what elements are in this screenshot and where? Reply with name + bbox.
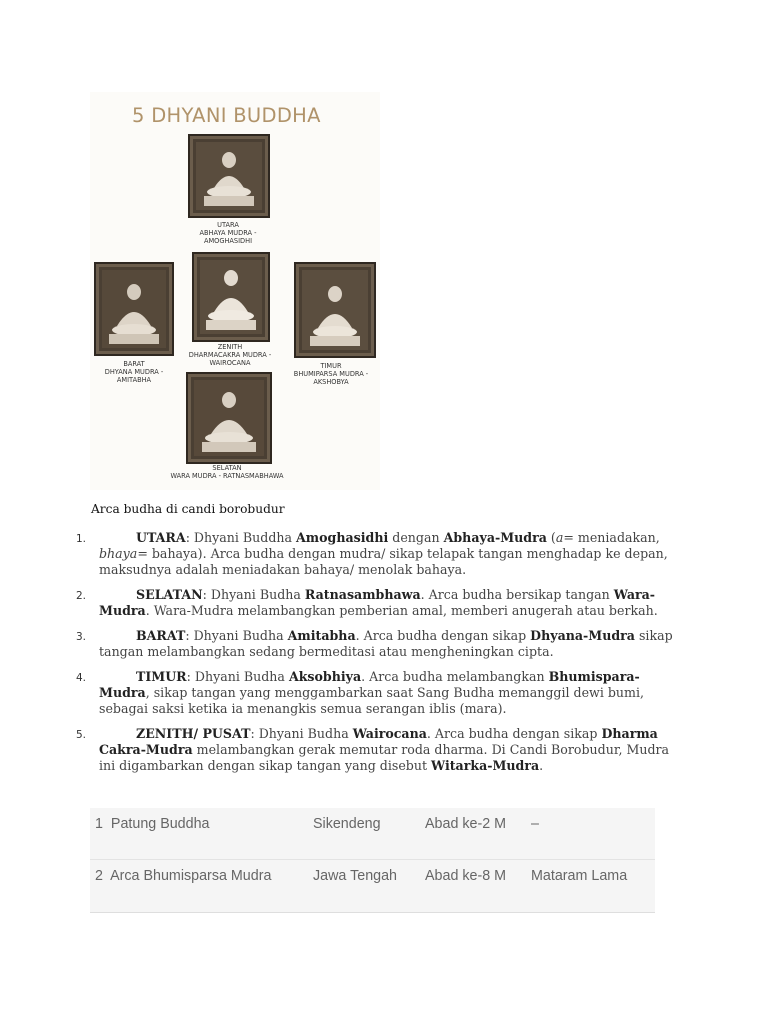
buddha-statue-icon	[194, 254, 268, 340]
buddha-statue-icon	[296, 264, 374, 356]
dhyani-buddha-figure	[90, 92, 380, 490]
list-item: 1. UTARA: Dhyani Buddha Amoghasidhi dengan Abhaya-Mudra (a= meniadakan, bhaya= bahaya). Arca budha dengan mudra/ sikap telapak tangan menghadap ke depan, maksudnya adalah meniadakan bahaya/ menolak bahaya.	[76, 530, 668, 578]
table-row	[90, 808, 655, 860]
table-cell-kingdom: –	[531, 808, 655, 860]
list-item: 4. TIMUR: Dhyani Budha Aksobhiya. Arca budha melambangkan Bhumispara-Mudra, sikap tangan yang menggambarkan saat Sang Budha memanggil dewi bumi, sebagai saksi ketika ia menangkis semua serangan iblis (mara).	[76, 668, 645, 717]
caption-north: UTARA ABHAYA MUDRA - AMOGHASIDHI	[199, 221, 257, 245]
caption-east: TIMUR BHUMIPARSA MUDRA - AKSHOBYA	[293, 362, 369, 386]
direction-label: UTARA	[136, 530, 186, 545]
statue-photo-zenith	[192, 252, 270, 342]
caption-west: BARAT DHYANA MUDRA - AMITABHA	[104, 360, 164, 384]
direction-label: SELATAN	[136, 587, 203, 603]
artifact-table	[90, 808, 655, 913]
statue-photo-north	[188, 134, 270, 218]
list-item: 5. ZENITH/ PUSAT: Dhyani Budha Wairocana. Arca budha dengan sikap Dharma Cakra-Mudra melambangkan gerak memutar roda dharma. Di Candi Borobudur, Mudra ini digambarkan dengan sikap tangan yang disebut Witarka-Mudra.	[76, 726, 670, 774]
direction-label: ZENITH/ PUSAT	[136, 726, 251, 742]
statue-photo-south	[186, 372, 272, 464]
caption-zenith: ZENITH DHARMACAKRA MUDRA - WAIROCANA	[188, 343, 272, 367]
buddha-statue-icon	[96, 264, 172, 354]
table-cell-era: Abad ke-2 M	[425, 808, 531, 860]
list-item: 3. BARAT: Dhyani Budha Amitabha. Arca budha dengan sikap Dhyana-Mudra sikap tangan melambangkan sedang bermeditasi atau mengheningkan cipta.	[76, 628, 673, 660]
statue-photo-east	[294, 262, 376, 358]
figure-title: 5 DHYANI BUDDHA	[132, 104, 321, 127]
buddha-statue-icon	[188, 374, 270, 462]
statue-photo-west	[94, 262, 174, 356]
dhyani-buddha-list	[76, 530, 676, 783]
table-cell-name: 2 Arca Bhumisparsa Mudra	[90, 860, 313, 913]
caption-south: SELATAN WARA MUDRA - RATNASMABHAWA	[170, 464, 284, 480]
table-cell-kingdom: Mataram Lama	[531, 860, 655, 913]
direction-label: TIMUR	[136, 668, 187, 684]
buddha-statue-icon	[190, 136, 268, 216]
table-cell-name: 1 Patung Buddha	[90, 808, 313, 860]
table-row	[90, 860, 655, 913]
table-cell-place: Sikendeng	[313, 808, 425, 860]
table-cell-era: Abad ke-8 M	[425, 860, 531, 913]
image-caption: Arca budha di candi borobudur	[91, 502, 285, 516]
list-item: 2. SELATAN: Dhyani Budha Ratnasambhawa. Arca budha bersikap tangan Wara-Mudra. Wara-Mudra melambangkan pemberian amal, memberi anugerah atau berkah.	[76, 587, 658, 619]
direction-label: BARAT	[136, 628, 186, 644]
table-cell-place: Jawa Tengah	[313, 860, 425, 913]
